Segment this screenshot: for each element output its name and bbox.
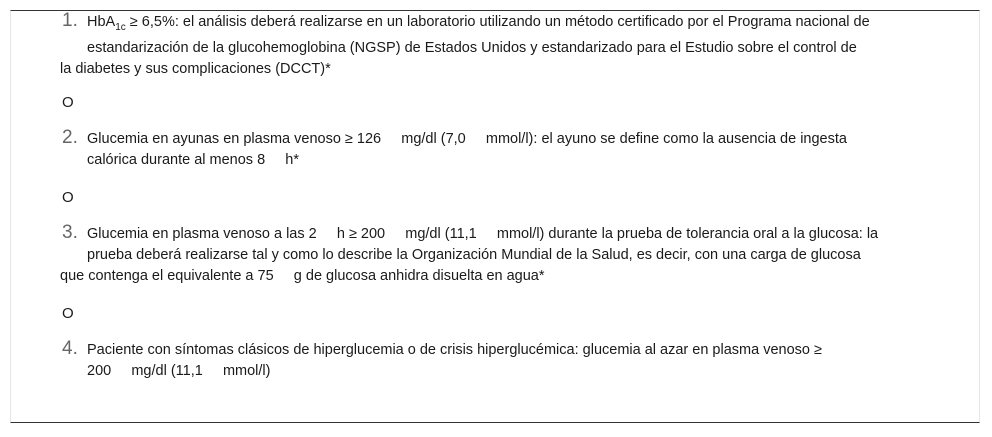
criterion-number: 1. — [62, 10, 78, 31]
criterion-line: la diabetes y sus complicaciones (DCCT)* — [60, 61, 331, 77]
criterion-line: prueba deberá realizarse tal y como lo describe la Organización Mundial de la Salud, es decir, con una carga de glucosa — [87, 247, 861, 263]
criterion-text: ≥ 6,5%: el análisis deberá realizarse en un laboratorio utilizando un método certificado por el Programa nacional de — [125, 14, 870, 30]
criterion-number: 2. — [62, 127, 78, 148]
criterion-line: Glucemia en ayunas en plasma venoso ≥ 126 mg/dl (7,0 mmol/l): el ayuno se define como la ausencia de ingesta — [87, 131, 847, 147]
criterion-line: 200 mg/dl (11,1 mmol/l) — [87, 363, 271, 379]
separator-or: O — [62, 305, 74, 322]
criterion-number: 3. — [62, 222, 78, 243]
hba1c-label: HbA — [87, 14, 116, 30]
criterion-line: calórica durante al menos 8 h* — [87, 152, 299, 168]
criterion-line: estandarización de la glucohemoglobina (NGSP) de Estados Unidos y estandarizado para el Estudio sobre el control de — [87, 40, 857, 56]
criterion-line: que contenga el equivalente a 75 g de glucosa anhidra disuelta en agua* — [60, 268, 545, 284]
hba1c-subscript: 1c — [115, 22, 126, 33]
separator-or: O — [62, 189, 74, 206]
criterion-4 — [50, 340, 956, 382]
criterion-line — [50, 12, 956, 38]
criterion-line: Paciente con síntomas clásicos de hiperglucemia o de crisis hiperglucémica: glucemia al azar en plasma venoso ≥ — [87, 342, 822, 358]
criterion-2 — [50, 129, 956, 171]
criterion-1 — [50, 12, 956, 80]
criterion-3 — [50, 224, 956, 287]
separator-or: O — [62, 94, 74, 111]
criterion-line: Glucemia en plasma venoso a las 2 h ≥ 200 mg/dl (11,1 mmol/l) durante la prueba de tolerancia oral a la glucosa: la — [87, 226, 879, 242]
criterion-number: 4. — [62, 338, 78, 359]
